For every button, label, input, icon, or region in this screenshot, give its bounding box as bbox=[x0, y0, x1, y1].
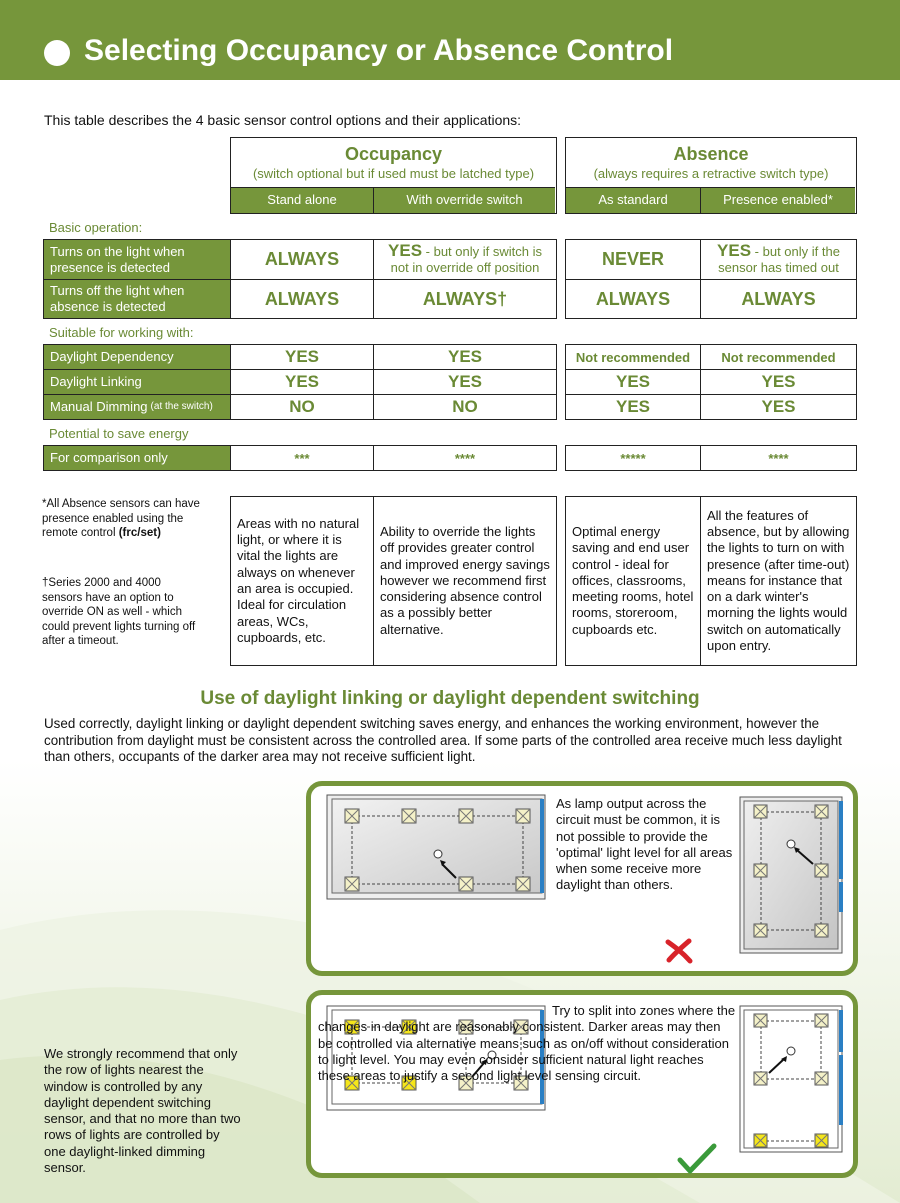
page-header bbox=[0, 0, 900, 80]
intro-text: This table describes the 4 basic sensor control options and their applications: bbox=[44, 112, 522, 128]
floorplan-wide bbox=[326, 794, 548, 902]
cell-turns-on-override bbox=[373, 239, 557, 280]
absence-footnote-text: *All Absence sensors can have presence enabled using the remote control bbox=[42, 498, 200, 539]
cell-md-stand-alone: NO bbox=[230, 394, 374, 420]
desc-presence-enabled: All the features of absence, but by allowing the lights to turn on with presence (after time-out) means for instance that on a dark winter's morning the lights would switch on automatically upon entry. bbox=[700, 496, 857, 666]
cell-qualifier: - but only if switch is bbox=[422, 244, 542, 259]
col-presence-enabled: Presence enabled* bbox=[700, 187, 855, 213]
cell-dd-presence-enabled: Not recommended bbox=[700, 344, 857, 370]
cell-turns-off-stand-alone: ALWAYS bbox=[230, 279, 374, 319]
occupancy-subtitle: (switch optional but if used must be latched type) bbox=[252, 166, 535, 181]
desc-override: Ability to override the lights off provides greater control and improved energy savings however we recommend first considering absence control as a possibly better alternative. bbox=[373, 496, 557, 666]
cell-dd-stand-alone: YES bbox=[230, 344, 374, 370]
cell-cmp-override: **** bbox=[373, 445, 557, 471]
manual-dimming-label: Manual Dimming bbox=[50, 399, 148, 414]
series-footnote: †Series 2000 and 4000 sensors have an option to override ON as well - which could prevent lights turning off after a timeout. bbox=[42, 577, 196, 647]
section-basic-operation: Basic operation: bbox=[49, 220, 143, 235]
cell-turns-on-presence-enabled bbox=[700, 239, 857, 280]
cell-dl-as-standard: YES bbox=[565, 369, 701, 395]
cell-turns-on-stand-alone: ALWAYS bbox=[230, 239, 374, 280]
yes-label: YES bbox=[388, 241, 423, 260]
panel2-text: Try to split into zones where the changes in daylight are reasonably consistent. Darker areas may then be controlled via alternative means such as on/off without consideration to light level. You may even consider sufficient natural light reaches these areas to justify a second light level sensing circuit. bbox=[318, 1003, 736, 1084]
daylight-heading: Use of daylight linking or daylight dependent switching bbox=[200, 688, 700, 709]
floorplan-zoned-tall bbox=[739, 1005, 847, 1155]
cell-turns-off-presence-enabled: ALWAYS bbox=[700, 279, 857, 319]
daylight-paragraph: Used correctly, daylight linking or daylight dependent switching saves energy, and enhances the working environment, however the contribution from daylight must be consistent across the controlled area. If some parts of the controlled area receive much less daylight than others, occupants of the darker area may not receive sufficient light. bbox=[44, 716, 842, 764]
cell-cmp-as-standard: ***** bbox=[565, 445, 701, 471]
section-suitable: Suitable for working with: bbox=[49, 325, 194, 340]
cell-md-presence-enabled: YES bbox=[700, 394, 857, 420]
cell-md-as-standard: YES bbox=[565, 394, 701, 420]
occupancy-header bbox=[230, 137, 557, 214]
row-label-daylight-dependency: Daylight Dependency bbox=[43, 344, 231, 370]
row-label-turns-off: Turns off the light when absence is detected bbox=[43, 279, 231, 319]
col-stand-alone: Stand alone bbox=[231, 187, 373, 213]
floorplan-tall bbox=[739, 796, 847, 956]
row-label-daylight-linking: Daylight Linking bbox=[43, 369, 231, 395]
cell-md-override: NO bbox=[373, 394, 557, 420]
col-as-standard: As standard bbox=[566, 187, 700, 213]
absence-subtitle: (always requires a retractive switch type) bbox=[593, 166, 829, 181]
cell-dd-as-standard: Not recommended bbox=[565, 344, 701, 370]
cell-dd-override: YES bbox=[373, 344, 557, 370]
cell-turns-off-as-standard: ALWAYS bbox=[565, 279, 701, 319]
cross-icon bbox=[665, 938, 693, 964]
row-label-manual-dimming bbox=[43, 394, 231, 420]
absence-title: Absence bbox=[673, 144, 749, 164]
cell-turns-on-as-standard: NEVER bbox=[565, 239, 701, 280]
yes-label: YES bbox=[717, 241, 752, 260]
cell-dl-override: YES bbox=[373, 369, 557, 395]
absence-header bbox=[565, 137, 857, 214]
cell-dl-presence-enabled: YES bbox=[700, 369, 857, 395]
panel-recommended bbox=[306, 990, 858, 1178]
desc-as-standard: Optimal energy saving and end user control - ideal for offices, classrooms, meeting rooms, hotel rooms, storeroom, cupboards etc. bbox=[565, 496, 701, 666]
check-icon bbox=[677, 1143, 717, 1175]
cell-qualifier-line2: sensor has timed out bbox=[718, 260, 839, 275]
row-label-comparison: For comparison only bbox=[43, 445, 231, 471]
page-title: Selecting Occupancy or Absence Control bbox=[84, 34, 674, 67]
section-energy: Potential to save energy bbox=[49, 426, 189, 441]
cell-cmp-stand-alone: *** bbox=[230, 445, 374, 471]
occupancy-title: Occupancy bbox=[344, 144, 443, 164]
cell-turns-off-override: ALWAYS† bbox=[373, 279, 557, 319]
panel1-text: As lamp output across the circuit must be common, it is not possible to provide the 'optimal' light level for all areas when some receive more daylight than others. bbox=[556, 796, 733, 893]
col-override-switch: With override switch bbox=[373, 187, 555, 213]
absence-footnote-code: (frc/set) bbox=[118, 527, 161, 539]
panel-not-recommended bbox=[306, 781, 858, 976]
recommendation-note: We strongly recommend that only the row of lights nearest the window is controlled by any daylight dependent switching sensor, and that no more than two rows of lights are controlled by one daylight-linked dimming sensor. bbox=[44, 1046, 241, 1176]
absence-footnote bbox=[42, 497, 202, 541]
row-label-turns-on: Turns on the light when presence is detected bbox=[43, 239, 231, 280]
bullet-icon bbox=[44, 40, 70, 66]
manual-dimming-note: (at the switch) bbox=[150, 401, 213, 412]
desc-stand-alone: Areas with no natural light, or where it is vital the lights are always on whenever an area is occupied. Ideal for circulation areas, WCs, cupboards, etc. bbox=[230, 496, 374, 666]
cell-cmp-presence-enabled: **** bbox=[700, 445, 857, 471]
cell-qualifier: - but only if the bbox=[751, 244, 840, 259]
cell-qualifier-line2: not in override off position bbox=[390, 260, 540, 275]
cell-dl-stand-alone: YES bbox=[230, 369, 374, 395]
